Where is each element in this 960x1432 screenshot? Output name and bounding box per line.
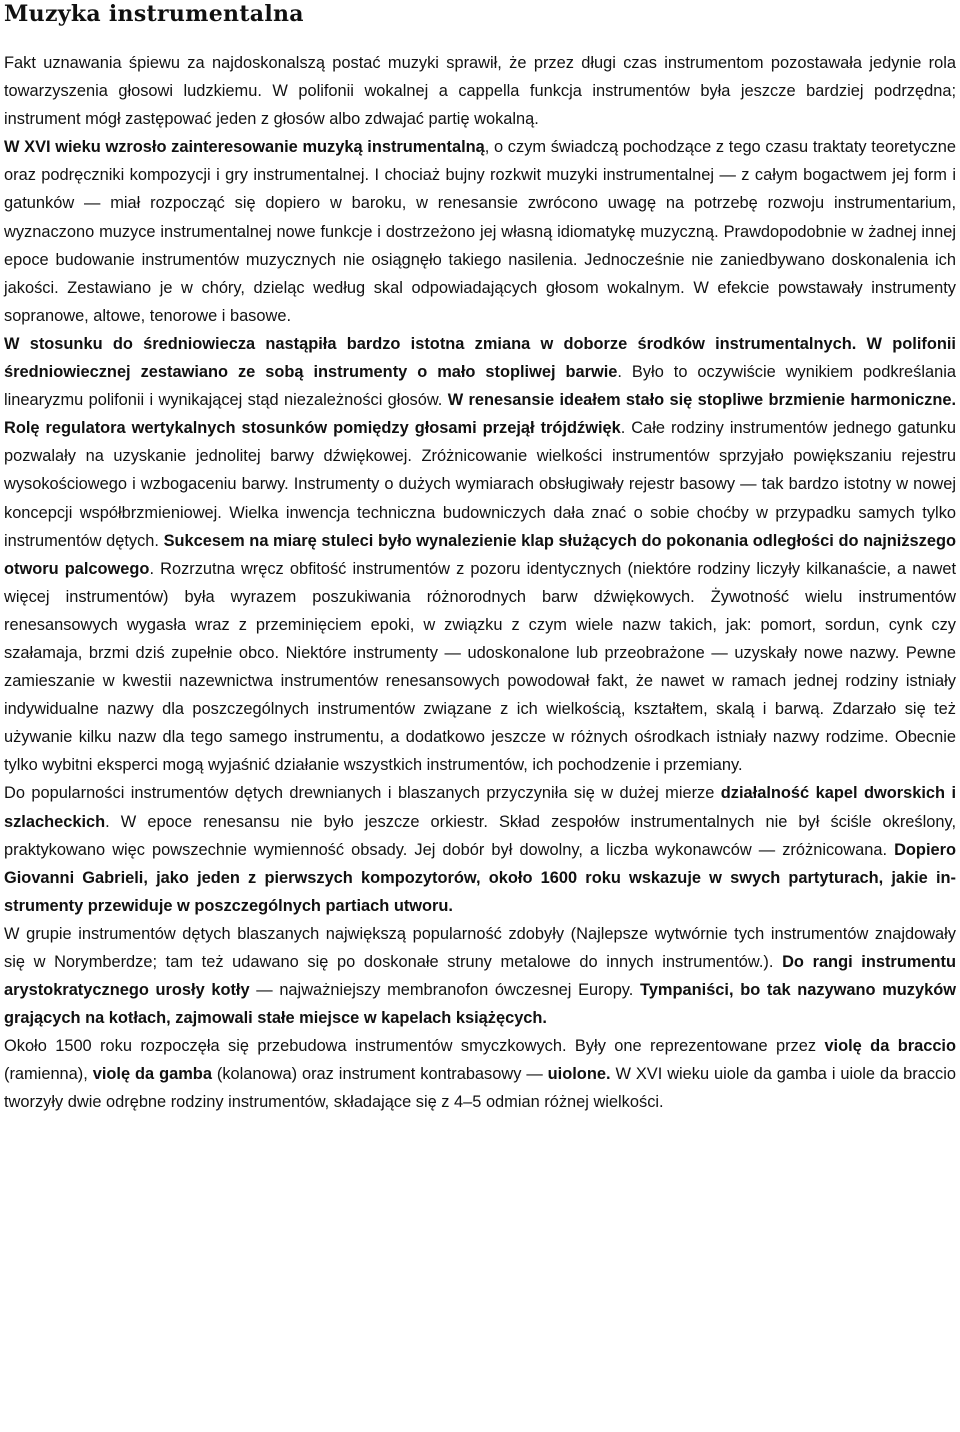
text-run: (ramienna), [4, 1065, 93, 1084]
text-run: W grupie instrumentów dętych blaszanych największą popularność zdobyły (Najlepsze wytwórnie tych instrumentów znajdowały się w Norymberdze; tam też udawano się po doskonałe struny metalowe do innych instrumentów.). [4, 924, 956, 971]
bold-run: działalność kapel dworskich i szlacheckich [4, 784, 956, 831]
paragraph-3 [4, 330, 956, 780]
text-run: Około 1500 roku rozpoczęła się przebudowa instrumentów smyczkowych. Były one reprezentowane przez [4, 1037, 825, 1056]
bold-run: uiolone. [547, 1065, 611, 1084]
bold-run: W XVI wieku wzrosło zainteresowanie muzyką instrumentalną [4, 138, 485, 157]
paragraph-2 [4, 133, 956, 330]
text-run: — najważniejszy membranofon ówczesnej Europy. [249, 981, 641, 1000]
bold-run: Sukcesem na miarę stuleci było wynalezienie klap służących do pokonania odległości do najniższego otworu palcowego [4, 531, 956, 578]
text-run: . Całe rodziny instrumentów jednego gatunku pozwalały na uzyskanie jednolitej barwy dźwiękowej. Zróżnicowanie wielkości instrumentów sprzyjało powiększaniu rejestru wysokościowego i wzbogaceniu barwy. Instrumenty o dużych wymiarach obsługiwały rejestr basowy — tak bardzo istotny w nowej koncepcji współbrzmieniowej. Wielka inwencja techniczna budowniczych dała znać o sobie choćby w przypadku samych tylko instrumentów dętych. [4, 419, 956, 550]
paragraph-5 [4, 920, 956, 1032]
text-run: . W epoce renesansu nie było jeszcze orkiestr. Skład zespołów instrumentalnych nie był ściśle określony, praktykowano więc powszechnie wymienność obsady. Jej dobór był dowolny, a liczba wykonawców — zróżnicowana. [4, 812, 956, 859]
text-run: Fakt uznawania śpiewu za najdoskonalszą postać muzyki sprawił, że przez długi czas instrumentom pozostawała jedynie rola towarzyszenia głosowi ludzkiemu. W polifonii wokalnej a cappella funkcja instrumentów była jeszcze bardziej podrzędna; instrument mógł zastępować jeden z głosów albo zdwajać partię wokalną. [4, 54, 956, 129]
text-run: , o czym świadczą pochodzące z tego czasu traktaty teoretyczne oraz podręczniki kompozycji i gry instrumentalnej. I chociaż bujny rozkwit muzyki instrumentalnej — z całym bogactwem jej form i gatunków — miał rozpocząć się dopiero w baroku, w renesansie zwrócono uwagę na potrzebę rozwoju instrumentarium, wyznaczono muzyce instrumentalnej nowe funkcje i dostrzeżono jej własną idiomatykę muzyczną. Prawdopodobnie w żadnej innej epoce budowanie instrumentów muzycznych nie osiągnęło takiego nasilenia. Jednocześnie nie zaniedbywano doskonalenia ich jakości. Zestawiano je w chóry, dzieląc według skal odpowiadających głosom wokalnym. W efekcie powstawały instrumenty sopranowe, altowe, tenorowe i basowe. [4, 138, 957, 325]
page-title: Muzyka instrumentalna [4, 1, 304, 27]
bold-run: Dopiero Giovanni Gabrieli, jako jeden z pierwszych kompozytorów, około 1600 roku wskazuje w swych partyturach, jakie instrumenty przewiduje w poszczególnych partiach utworu. [4, 840, 956, 915]
bold-run: W renesansie ideałem stało się stopliwe brzmienie harmoniczne. Rolę regulatora wertykalnych stosunków pomiędzy głosami przejął trójdźwięk [4, 391, 956, 438]
text-run: . Rozrzutna wręcz obfitość instrumentów z pozoru identycznych (niektóre rodziny liczyły kilkanaście, a nawet więcej instrumentów) była wyrazem poszukiwania różnorodnych barw dźwiękowych. Żywotność wielu instrumentów renesansowych wygasła wraz z przeminięciem epoki, w związku z czym wiele nazw takich, jak: pomort, sordun, cynk czy szałamaja, brzmi dziś zupełnie obco. Niektóre instrumenty — udoskonalone lub przeobrażone — uzyskały nowe nazwy. Pewne zamieszanie w kwestii nazewnictwa instrumentów renesansowych powodował fakt, że nawet w ramach jednej rodziny istniały indywidualne nazwy dla poszczególnych instrumentów związane z ich wielkością, kształtem, skalą i barwą. Zdarzało się też używanie kilku nazw dla tego samego instrumentu, a dodatkowo jeszcze w różnych ośrodkach istniały nazwy rodzime. Obecnie tylko wybitni eksperci mogą wyjaśnić działanie wszystkich instrumentów, ich pochodzenie i przemiany. [4, 559, 957, 775]
text-run: Do popularności instrumentów dętych drewnianych i blaszanych przyczyniła się w dużej mierze [4, 784, 721, 803]
bold-run: Do rangi instrumentu arystokratycznego urosły kotły [4, 953, 956, 1000]
bold-run: violę da braccio [824, 1037, 957, 1056]
text-run: W XVI wieku uiole da gamba i uiole da braccio tworzyły dwie odrębne rodziny instrumentów, składające się z 4–5 odmian różnej wielkości. [4, 1065, 956, 1112]
document-body [4, 49, 956, 1117]
text-run: (kolanowa) oraz instrument kontrabasowy — [211, 1065, 548, 1084]
bold-run: W stosunku do średniowiecza nastąpiła bardzo istotna zmiana w doborze środków instrumentalnych. W polifonii średniowiecznej zestawiano ze sobą instrumenty o mało stopliwej barwie [4, 334, 956, 382]
bold-run: violę da gamba [92, 1065, 212, 1084]
paragraph-6 [4, 1032, 956, 1116]
text-run: . Było to oczywiście wynikiem podkreślania linearyzmu polifonii i wynikającej stąd niezależności głosów. [4, 363, 956, 410]
paragraph-1 [4, 49, 956, 133]
bold-run: Tympaniści, bo tak nazywano muzyków grających na kotłach, zajmowali stałe miejsce w kapelach książęcych. [4, 981, 956, 1028]
paragraph-4 [4, 779, 956, 919]
